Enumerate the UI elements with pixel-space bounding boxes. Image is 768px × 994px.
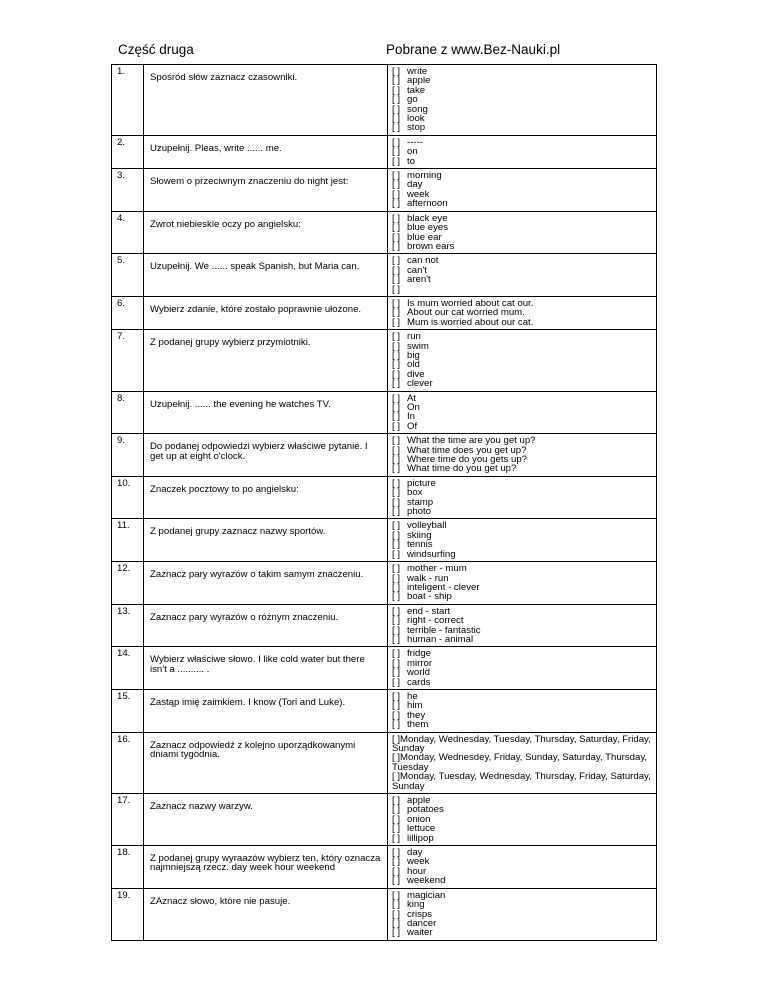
answer-option[interactable] bbox=[392, 592, 654, 601]
answer-option-label: hour bbox=[407, 865, 427, 877]
answer-option[interactable] bbox=[392, 422, 654, 431]
question-text: Zastąp imię zaimkiem. I know (Tori and Luke). bbox=[144, 689, 388, 732]
checkbox-brackets[interactable]: [ ] bbox=[392, 832, 400, 844]
answer-option-label: lillipop bbox=[407, 832, 434, 844]
answer-option-label: to bbox=[407, 155, 416, 167]
question-row bbox=[112, 604, 657, 647]
question-number: 4. bbox=[112, 211, 144, 254]
question-text: Zaznacz pary wyrazów o takim samym znaczeniu. bbox=[144, 562, 388, 605]
answer-options bbox=[388, 169, 657, 212]
question-number: 6. bbox=[112, 296, 144, 329]
checkbox-brackets[interactable]: [ ] bbox=[392, 146, 400, 158]
checkbox-brackets[interactable]: [ ] bbox=[392, 392, 400, 404]
checkbox-brackets[interactable]: [ ] bbox=[392, 188, 400, 200]
answer-options bbox=[388, 476, 657, 519]
checkbox-brackets[interactable]: [ ] bbox=[392, 463, 400, 475]
checkbox-brackets[interactable]: [ ] bbox=[392, 349, 400, 361]
answer-option[interactable] bbox=[392, 753, 654, 772]
answer-option-label: Monday, Tuesday, Wednesday, Thursday, Friday, Saturday, Sunday bbox=[392, 771, 651, 792]
answer-option[interactable] bbox=[392, 479, 654, 488]
answer-option-label: About our cat worried mum. bbox=[407, 307, 525, 319]
question-text: Spośród słów zaznacz czasowniki. bbox=[144, 65, 388, 136]
checkbox-brackets[interactable]: [ ] bbox=[392, 908, 400, 920]
question-text: Uzupełnij. Pleas, write ...... me. bbox=[144, 135, 388, 168]
answer-option[interactable] bbox=[392, 735, 654, 754]
question-text: Uzupełnij. We ...... speak Spanish, but Maria can. bbox=[144, 254, 388, 297]
answer-option[interactable] bbox=[392, 242, 654, 251]
answer-option-label: blue eyes bbox=[407, 222, 449, 234]
checkbox-brackets[interactable]: [ ] bbox=[392, 823, 400, 835]
question-row bbox=[112, 135, 657, 168]
answer-option-label: swim bbox=[407, 340, 429, 352]
answer-option[interactable] bbox=[392, 928, 654, 937]
question-text: Zwrot niebieskie oczy po angielsku: bbox=[144, 211, 388, 254]
checkbox-brackets[interactable]: [ ] bbox=[392, 435, 400, 447]
answer-option-label: afternoon bbox=[407, 198, 448, 210]
checkbox-brackets[interactable]: [ ] bbox=[392, 752, 400, 764]
checkbox-brackets[interactable]: [ ] bbox=[392, 122, 400, 134]
question-text: Zaznacz pary wyrazów o różnym znaczeniu. bbox=[144, 604, 388, 647]
checkbox-brackets[interactable]: [ ] bbox=[392, 359, 400, 371]
answer-option-label: day bbox=[407, 179, 423, 191]
answer-option[interactable] bbox=[392, 720, 654, 729]
question-text: Znaczek pocztowy to po angielsku: bbox=[144, 476, 388, 519]
checkbox-brackets[interactable]: [ ] bbox=[392, 170, 400, 182]
answer-option-label: go bbox=[407, 94, 418, 106]
answer-option[interactable] bbox=[392, 701, 654, 710]
answer-option[interactable] bbox=[392, 76, 654, 85]
answer-option-label: can not bbox=[407, 255, 439, 267]
checkbox-brackets[interactable]: [ ] bbox=[392, 378, 400, 390]
answer-option[interactable] bbox=[392, 692, 654, 701]
checkbox-brackets[interactable]: [ ] bbox=[392, 771, 400, 783]
question-number: 7. bbox=[112, 330, 144, 391]
checkbox-brackets[interactable]: [ ] bbox=[392, 529, 400, 541]
question-row bbox=[112, 476, 657, 519]
checkbox-brackets[interactable]: [ ] bbox=[392, 615, 400, 627]
answer-option-label: old bbox=[407, 359, 420, 371]
answer-option-label: song bbox=[407, 103, 428, 115]
answer-options bbox=[388, 391, 657, 434]
answer-option[interactable] bbox=[392, 114, 654, 123]
checkbox-brackets[interactable]: [ ] bbox=[392, 496, 400, 508]
answer-option[interactable] bbox=[392, 342, 654, 351]
question-text: Wybierz zdanie, które zostało poprawnie ułożone. bbox=[144, 296, 388, 329]
checkbox-brackets[interactable]: [ ] bbox=[392, 179, 400, 191]
answer-option[interactable] bbox=[392, 857, 654, 866]
checkbox-brackets[interactable]: [ ] bbox=[392, 368, 400, 380]
answer-option-label: day bbox=[407, 847, 423, 859]
answer-option-label: mirror bbox=[407, 657, 433, 669]
checkbox-brackets[interactable]: [ ] bbox=[392, 297, 400, 309]
answer-option-label: blue ear bbox=[407, 231, 442, 243]
checkbox-brackets[interactable]: [ ] bbox=[392, 103, 400, 115]
checkbox-brackets[interactable]: [ ] bbox=[392, 264, 400, 276]
question-text: Z podanej grupy wyraazów wybierz ten, który oznacza najmniejszą rzecz. day week hour weekend bbox=[144, 846, 388, 889]
question-number: 1. bbox=[112, 65, 144, 136]
checkbox-brackets[interactable]: [ ] bbox=[392, 240, 400, 252]
checkbox-brackets[interactable]: [ ] bbox=[392, 581, 400, 593]
answer-option-label: clever bbox=[407, 378, 433, 390]
quiz-table bbox=[111, 64, 657, 941]
answer-option-label: Where time do you gets up? bbox=[407, 454, 527, 466]
question-text: Wybierz właściwe słowo. I like cold water but there isn't a .......... . bbox=[144, 647, 388, 690]
checkbox-brackets[interactable]: [ ] bbox=[392, 307, 400, 319]
question-number: 15. bbox=[112, 689, 144, 732]
answer-option-label: What time does you get up? bbox=[407, 444, 527, 456]
answer-option-label: box bbox=[407, 487, 423, 499]
answer-option-label: Mum is worried about our cat. bbox=[407, 316, 534, 328]
checkbox-brackets[interactable]: [ ] bbox=[392, 624, 400, 636]
answer-option-label: morning bbox=[407, 170, 442, 182]
answer-option[interactable] bbox=[392, 147, 654, 156]
answer-option-label: brown ears bbox=[407, 240, 455, 252]
answer-option[interactable] bbox=[392, 266, 654, 275]
question-text: Do podanej odpowiedzi wybierz właściwe pytanie. I get up at eight o'clock. bbox=[144, 434, 388, 477]
answer-option-label: At bbox=[407, 392, 417, 404]
answer-options bbox=[388, 519, 657, 562]
checkbox-brackets[interactable]: [ ] bbox=[392, 520, 400, 532]
answer-option[interactable] bbox=[392, 138, 654, 147]
answer-options bbox=[388, 888, 657, 940]
answer-option[interactable] bbox=[392, 157, 654, 166]
answer-option-label: windsurfing bbox=[407, 548, 456, 560]
answer-option-label: him bbox=[407, 700, 423, 712]
answer-options bbox=[388, 647, 657, 690]
answer-option-label: dive bbox=[407, 368, 425, 380]
answer-option[interactable] bbox=[392, 550, 654, 559]
answer-options bbox=[388, 296, 657, 329]
checkbox-brackets[interactable]: [ ] bbox=[392, 795, 400, 807]
answer-option[interactable] bbox=[392, 678, 654, 687]
answer-option-label: Monday, Wednesdey, Friday, Sunday, Saturday, Thursday, Tuesday bbox=[392, 752, 648, 773]
question-number: 8. bbox=[112, 391, 144, 434]
answer-options bbox=[388, 434, 657, 477]
checkbox-brackets[interactable]: [ ] bbox=[392, 563, 400, 575]
question-number: 5. bbox=[112, 254, 144, 297]
checkbox-brackets[interactable]: [ ] bbox=[392, 487, 400, 499]
answer-option-label: human - animal bbox=[407, 633, 474, 645]
answer-option-label: they bbox=[407, 709, 426, 721]
checkbox-brackets[interactable]: [ ] bbox=[392, 572, 400, 584]
checkbox-brackets[interactable]: [ ] bbox=[392, 231, 400, 243]
question-text: Uzupełnij. ...... the evening he watches TV. bbox=[144, 391, 388, 434]
checkbox-brackets[interactable]: [ ] bbox=[392, 889, 400, 901]
question-row bbox=[112, 391, 657, 434]
checkbox-brackets[interactable]: [ ] bbox=[392, 539, 400, 551]
checkbox-brackets[interactable]: [ ] bbox=[392, 847, 400, 859]
answer-option[interactable] bbox=[392, 318, 654, 327]
question-row bbox=[112, 647, 657, 690]
answer-option[interactable] bbox=[392, 668, 654, 677]
checkbox-brackets[interactable]: [ ] bbox=[392, 548, 400, 560]
question-text: Z podanej grupy zaznacz nazwy sportów. bbox=[144, 519, 388, 562]
answer-option-label: stamp bbox=[407, 496, 434, 508]
answer-option[interactable] bbox=[392, 403, 654, 412]
answer-option[interactable] bbox=[392, 891, 654, 900]
answer-option-label: week bbox=[407, 856, 430, 868]
checkbox-brackets[interactable]: [ ] bbox=[392, 804, 400, 816]
answer-option[interactable] bbox=[392, 105, 654, 114]
answer-option-label: ----- bbox=[407, 136, 423, 148]
question-text: Zaznacz odpowiedź z kolejno uporządkowanymi dniami tygodnia. bbox=[144, 732, 388, 793]
checkbox-brackets[interactable]: [ ] bbox=[392, 198, 400, 210]
question-text: Słowem o przeciwnym znaczeniu do night jest: bbox=[144, 169, 388, 212]
checkbox-brackets[interactable]: [ ] bbox=[392, 813, 400, 825]
checkbox-brackets[interactable]: [ ] bbox=[392, 927, 400, 939]
answer-option[interactable] bbox=[392, 805, 654, 814]
answer-option-label: stop bbox=[407, 122, 426, 134]
answer-option[interactable] bbox=[392, 834, 654, 843]
question-number: 19. bbox=[112, 888, 144, 940]
checkbox-brackets[interactable]: [ ] bbox=[392, 875, 400, 887]
question-number: 12. bbox=[112, 562, 144, 605]
checkbox-brackets[interactable]: [ ] bbox=[392, 155, 400, 167]
answer-option-label: picture bbox=[407, 477, 436, 489]
checkbox-brackets[interactable]: [ ] bbox=[392, 899, 400, 911]
answer-option-label: weekend bbox=[407, 875, 446, 887]
answer-option[interactable] bbox=[392, 86, 654, 95]
answer-options bbox=[388, 135, 657, 168]
answer-option-label: fridge bbox=[407, 648, 431, 660]
question-number: 13. bbox=[112, 604, 144, 647]
answer-option-label: On bbox=[407, 402, 420, 413]
checkbox-brackets[interactable]: [ ] bbox=[392, 506, 400, 518]
answer-option-label: big bbox=[407, 349, 420, 361]
checkbox-brackets[interactable]: [ ] bbox=[392, 420, 400, 432]
checkbox-brackets[interactable]: [ ] bbox=[392, 454, 400, 466]
answer-option[interactable] bbox=[392, 67, 654, 76]
answer-options bbox=[388, 65, 657, 136]
answer-option-label: inteligent - clever bbox=[407, 581, 480, 593]
checkbox-brackets[interactable]: [ ] bbox=[392, 667, 400, 679]
answer-options bbox=[388, 211, 657, 254]
page-heading-part: Część druga bbox=[118, 42, 194, 57]
answer-option-label: volleyball bbox=[407, 520, 447, 532]
question-row bbox=[112, 519, 657, 562]
answer-options bbox=[388, 330, 657, 391]
answer-option[interactable] bbox=[392, 275, 654, 284]
checkbox-brackets[interactable]: [ ] bbox=[392, 676, 400, 688]
answer-option-label: end - start bbox=[407, 605, 451, 617]
checkbox-brackets[interactable]: [ ] bbox=[392, 700, 400, 712]
checkbox-brackets[interactable]: [ ] bbox=[392, 283, 400, 295]
answer-option-label: aren't bbox=[407, 274, 431, 286]
checkbox-brackets[interactable]: [ ] bbox=[392, 444, 400, 456]
checkbox-brackets[interactable]: [ ] bbox=[392, 865, 400, 877]
checkbox-brackets[interactable]: [ ] bbox=[392, 591, 400, 603]
checkbox-brackets[interactable]: [ ] bbox=[392, 75, 400, 87]
checkbox-brackets[interactable]: [ ] bbox=[392, 136, 400, 148]
answer-options bbox=[388, 604, 657, 647]
answer-option[interactable] bbox=[392, 95, 654, 104]
answer-option[interactable] bbox=[392, 379, 654, 388]
answer-option[interactable] bbox=[392, 464, 654, 473]
checkbox-brackets[interactable]: [ ] bbox=[392, 917, 400, 929]
answer-option[interactable] bbox=[392, 659, 654, 668]
question-row bbox=[112, 330, 657, 391]
checkbox-brackets[interactable]: [ ] bbox=[392, 66, 400, 77]
question-row bbox=[112, 434, 657, 477]
answer-option[interactable] bbox=[392, 360, 654, 369]
question-row bbox=[112, 296, 657, 329]
checkbox-brackets[interactable]: [ ] bbox=[392, 709, 400, 721]
checkbox-brackets[interactable]: [ ] bbox=[392, 94, 400, 106]
answer-option-label: Of bbox=[407, 420, 418, 432]
checkbox-brackets[interactable]: [ ] bbox=[392, 113, 400, 125]
answer-option[interactable] bbox=[392, 772, 654, 791]
answer-option-label: magician bbox=[407, 889, 446, 901]
answer-option[interactable] bbox=[392, 285, 654, 294]
checkbox-brackets[interactable]: [ ] bbox=[392, 222, 400, 234]
answer-option-label: cards bbox=[407, 676, 431, 688]
answer-option[interactable] bbox=[392, 171, 654, 180]
answer-option-label: photo bbox=[407, 506, 432, 518]
answer-option-label: terrible - fantastic bbox=[407, 624, 481, 636]
answer-option-label: mother - mum bbox=[407, 563, 467, 575]
answer-option-label: run bbox=[407, 331, 421, 343]
answer-option[interactable] bbox=[392, 711, 654, 720]
answer-option-label: lettuce bbox=[407, 823, 436, 835]
answer-option[interactable] bbox=[392, 848, 654, 857]
answer-options bbox=[388, 254, 657, 297]
answer-option[interactable] bbox=[392, 394, 654, 403]
answer-option[interactable] bbox=[392, 412, 654, 421]
answer-option-label: skiing bbox=[407, 529, 432, 541]
checkbox-brackets[interactable]: [ ] bbox=[392, 648, 400, 660]
answer-option[interactable] bbox=[392, 256, 654, 265]
answer-option[interactable] bbox=[392, 199, 654, 208]
answer-option-label: can't bbox=[407, 264, 427, 276]
answer-options bbox=[388, 562, 657, 605]
answer-option-label: take bbox=[407, 84, 426, 96]
answer-option-label: onion bbox=[407, 813, 431, 825]
answer-option-label: boat - ship bbox=[407, 591, 452, 603]
answer-option[interactable] bbox=[392, 876, 654, 885]
answer-option[interactable] bbox=[392, 332, 654, 341]
answer-option[interactable] bbox=[392, 123, 654, 132]
question-row bbox=[112, 732, 657, 793]
checkbox-brackets[interactable]: [ ] bbox=[392, 402, 400, 413]
answer-option-label: crisps bbox=[407, 908, 433, 920]
answer-option[interactable] bbox=[392, 498, 654, 507]
answer-option[interactable] bbox=[392, 180, 654, 189]
answer-option-label: week bbox=[407, 188, 430, 200]
question-row bbox=[112, 169, 657, 212]
answer-option-label: look bbox=[407, 113, 425, 125]
question-row bbox=[112, 562, 657, 605]
answer-option-label: Monday, Wednesday, Tuesday, Thursday, Saturday, Friday, Sunday bbox=[392, 733, 651, 754]
question-row bbox=[112, 65, 657, 136]
answer-option-label: walk - run bbox=[407, 572, 449, 584]
checkbox-brackets[interactable]: [ ] bbox=[392, 274, 400, 286]
question-number: 3. bbox=[112, 169, 144, 212]
question-number: 9. bbox=[112, 434, 144, 477]
checkbox-brackets[interactable]: [ ] bbox=[392, 340, 400, 352]
answer-options bbox=[388, 689, 657, 732]
answer-option-label: What the time are you get up? bbox=[407, 435, 536, 447]
checkbox-brackets[interactable]: [ ] bbox=[392, 255, 400, 267]
answer-options bbox=[388, 732, 657, 793]
answer-options bbox=[388, 794, 657, 846]
answer-option-label: world bbox=[407, 667, 430, 679]
question-text: Zaznacz nazwy warzyw. bbox=[144, 794, 388, 846]
answer-option-label: write bbox=[407, 66, 428, 77]
question-number: 16. bbox=[112, 732, 144, 793]
answer-option-label: waiter bbox=[407, 927, 433, 939]
answer-option-label: tennis bbox=[407, 539, 433, 551]
checkbox-brackets[interactable]: [ ] bbox=[392, 331, 400, 343]
question-row bbox=[112, 689, 657, 732]
checkbox-brackets[interactable]: [ ] bbox=[392, 84, 400, 96]
question-row bbox=[112, 211, 657, 254]
checkbox-brackets[interactable]: [ ] bbox=[392, 657, 400, 669]
answer-option-label: he bbox=[407, 690, 418, 702]
question-row bbox=[112, 254, 657, 297]
answer-option-label: potatoes bbox=[407, 804, 444, 816]
checkbox-brackets[interactable]: [ ] bbox=[392, 733, 400, 745]
answer-option-label: What time do you get up? bbox=[407, 463, 517, 475]
question-row bbox=[112, 846, 657, 889]
question-text: Z podanej grupy wybierz przymiotniki. bbox=[144, 330, 388, 391]
answer-option-label: them bbox=[407, 719, 429, 731]
answer-option-label: on bbox=[407, 146, 418, 158]
question-number: 14. bbox=[112, 647, 144, 690]
answer-option[interactable] bbox=[392, 507, 654, 516]
answer-option-label: apple bbox=[407, 795, 431, 807]
question-number: 17. bbox=[112, 794, 144, 846]
answer-option-label: king bbox=[407, 899, 425, 911]
question-number: 2. bbox=[112, 135, 144, 168]
answer-option-label: right - correct bbox=[407, 615, 464, 627]
question-number: 10. bbox=[112, 476, 144, 519]
answer-option-label: Is mum worried about cat our. bbox=[407, 297, 534, 309]
answer-option-label: In bbox=[407, 411, 416, 423]
checkbox-brackets[interactable]: [ ] bbox=[392, 690, 400, 702]
checkbox-brackets[interactable]: [ ] bbox=[392, 212, 400, 224]
checkbox-brackets[interactable]: [ ] bbox=[392, 411, 400, 423]
answer-options bbox=[388, 846, 657, 889]
question-text: ZAznacz słowo, które nie pasuje. bbox=[144, 888, 388, 940]
question-number: 11. bbox=[112, 519, 144, 562]
checkbox-brackets[interactable]: [ ] bbox=[392, 477, 400, 489]
question-row bbox=[112, 888, 657, 940]
checkbox-brackets[interactable]: [ ] bbox=[392, 856, 400, 868]
checkbox-brackets[interactable]: [ ] bbox=[392, 316, 400, 328]
answer-option-label: black eye bbox=[407, 212, 448, 224]
checkbox-brackets[interactable]: [ ] bbox=[392, 605, 400, 617]
answer-option[interactable] bbox=[392, 635, 654, 644]
page-source-label: Pobrane z www.Bez-Nauki.pl bbox=[386, 42, 561, 57]
answer-option-label: dancer bbox=[407, 917, 437, 929]
answer-option-label: apple bbox=[407, 75, 431, 87]
answer-option[interactable] bbox=[392, 351, 654, 360]
checkbox-brackets[interactable]: [ ] bbox=[392, 633, 400, 645]
checkbox-brackets[interactable]: [ ] bbox=[392, 719, 400, 731]
question-number: 18. bbox=[112, 846, 144, 889]
question-row bbox=[112, 794, 657, 846]
